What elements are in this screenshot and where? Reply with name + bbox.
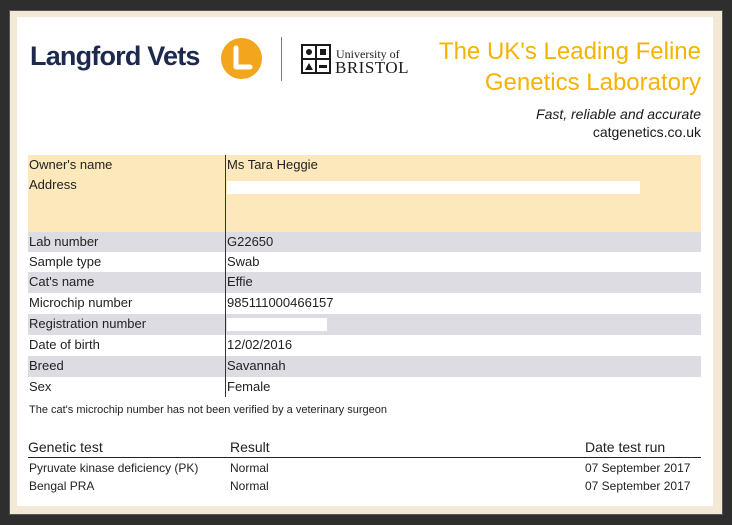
details-row-lab-number: [28, 232, 701, 252]
test-name: Bengal PRA: [29, 479, 95, 493]
details-value: 12/02/2016: [227, 337, 293, 352]
langford-logo-icon: [221, 38, 262, 79]
tests-header-genetic-test: Genetic test: [28, 439, 103, 455]
details-value: G22650: [227, 234, 274, 249]
headline: [439, 36, 701, 98]
details-value: Savannah: [227, 358, 286, 373]
tests-header: [28, 439, 701, 458]
test-result: Normal: [230, 461, 269, 475]
details-row-microchip: [28, 293, 701, 314]
test-result: Normal: [230, 479, 269, 493]
tagline: Fast, reliable and accurate: [536, 106, 701, 122]
details-value: Female: [227, 379, 271, 394]
details-value: Ms Tara Heggie: [227, 157, 318, 172]
details-row-dob: [28, 335, 701, 356]
test-name: Pyruvate kinase deficiency (PK): [29, 461, 199, 475]
details-label: Lab number: [29, 234, 99, 249]
column-divider: [225, 155, 226, 397]
details-label: Cat's name: [29, 274, 95, 289]
details-value: Swab: [227, 254, 260, 269]
details-label: Breed: [29, 358, 64, 373]
test-date: 07 September 2017: [585, 479, 691, 493]
logo-divider: [281, 37, 282, 81]
details-row-sex: [28, 377, 701, 398]
university-name-line2: BRISTOL: [335, 58, 410, 77]
headline-line1: The UK's Leading Feline: [438, 38, 701, 65]
details-value: Effie: [227, 274, 253, 289]
details-label: Address: [29, 177, 77, 192]
tests-header-date: Date test run: [585, 439, 666, 455]
details-label: Sample type: [29, 254, 102, 269]
test-date: 07 September 2017: [585, 461, 691, 475]
details-row-sample-type: [28, 252, 701, 272]
details-row-breed: [28, 356, 701, 377]
address-redaction: [227, 181, 640, 194]
tests-header-result: Result: [230, 439, 270, 455]
details-label: Owner's name: [29, 157, 113, 172]
headline-line2: Genetics Laboratory: [484, 69, 701, 96]
details-row-address: [28, 175, 701, 232]
registration-redaction: [227, 318, 327, 331]
microchip-note: The cat's microchip number has not been verified by a veterinary surgeon: [29, 404, 387, 416]
details-row-owner: [28, 155, 701, 175]
langford-vets-logo-text: Langford Vets: [30, 41, 200, 71]
university-name-line1: University of: [336, 47, 400, 61]
details-value: 985111000466157: [227, 295, 334, 310]
details-row-registration: [28, 314, 701, 335]
details-label: Sex: [29, 379, 52, 394]
report-page: [17, 17, 713, 506]
details-label: Microchip number: [29, 295, 133, 310]
details-row-cat-name: [28, 272, 701, 293]
details-label: Registration number: [29, 316, 147, 331]
website-text: catgenetics.co.uk: [592, 124, 701, 140]
details-label: Date of birth: [29, 337, 100, 352]
cat-details-table: [28, 155, 701, 398]
university-crest-icon: [301, 44, 331, 74]
